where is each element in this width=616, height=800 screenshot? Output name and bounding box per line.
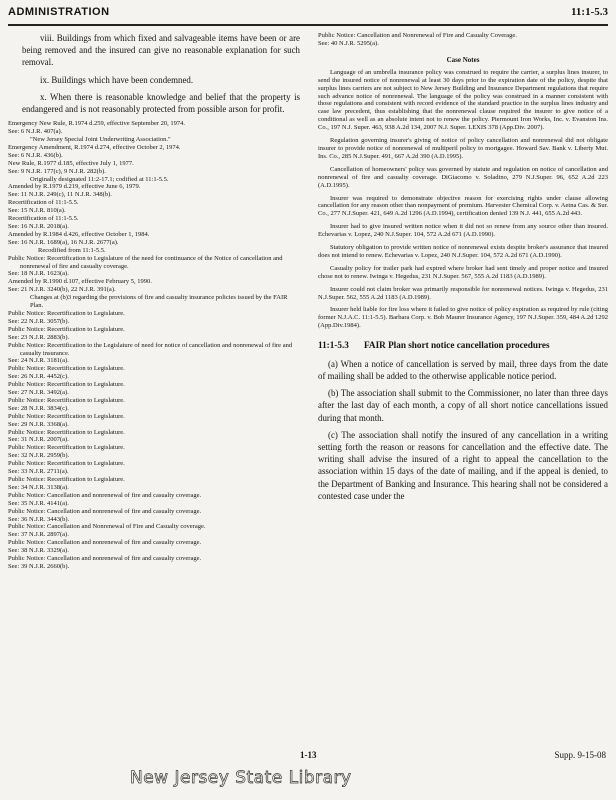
history-entry: See: 16 N.J.R. 2018(a). — [8, 223, 69, 230]
history-entry: See: 16 N.J.R. 1689(a), 16 N.J.R. 2677(a). — [8, 238, 119, 246]
case-notes-heading: Case Notes — [446, 55, 480, 64]
history-entry: Public Notice: Cancellation and nonrenewal of fire and casualty coverage. — [8, 555, 202, 563]
history-entry: Changes at (b)3 regarding the provisions of fire and casualty insurance policies issued by the FAIR Plan. — [30, 294, 288, 310]
history-entry: See: 33 N.J.R. 2711(a). — [8, 468, 69, 476]
history-entry: Public Notice: Cancellation and Nonrenewal of Fire and Casualty coverage. — [8, 523, 206, 531]
case-note: Insurer was required to demonstrate objective reason for exercising rights under clause allowing cancellation for any reason other than nonpayment of premium. Harvester Chemical Corp. v. Aetna Cas. & Sur. Co., 277 N.J.Super. 421, 649 A.2d 1296 (A.D.1994), certification denied 139 N.J. 441, 655 A.2d 443. — [318, 194, 608, 218]
case-note: Insurer had to give insured written notice when it did not so renew from any source other than insured. Echevarias v. Lopez, 240 N.J.Super. 104, 572 A.2d 671 (A.D.1990). — [318, 223, 608, 239]
left-column — [8, 32, 300, 571]
public-notice-line: Public Notice: Cancellation and Nonrenewal of Fire and Casualty Coverage. — [318, 32, 517, 39]
history-entry: See: 36 N.J.R. 3443(b). — [8, 515, 70, 523]
history-entry: See: 11 N.J.R. 249(c), 11 N.J.R. 348(b). — [8, 191, 112, 199]
history-entry: See: 6 N.J.R. 407(a). — [8, 128, 63, 136]
history-entry: Public Notice: Recertification to Legislature of the need for continuance of the Notice of cancellation and nonrenewal of fire and casualty coverage. — [8, 254, 283, 270]
history-entry: See: 21 N.J.R. 3240(b), 22 N.J.R. 391(a). — [8, 286, 116, 294]
history-entry: Public Notice: Recertification to Legislature. — [8, 412, 125, 420]
history-entry: See: 9 N.J.R. 177(c), 9 N.J.R. 282(b). — [8, 167, 106, 175]
section-title: FAIR Plan short notice cancellation procedures — [364, 340, 550, 351]
page-header — [8, 4, 608, 26]
running-head-section: 11:1-5.3 — [571, 6, 608, 18]
history-entry: "New Jersey Special Joint Underwriting Association." — [30, 136, 171, 144]
history-entry: Amended by R.1990 d.107, effective February 5, 1990. — [8, 278, 152, 286]
public-notice-continued — [318, 32, 608, 48]
history-entry: Public Notice: Cancellation and nonrenewal of fire and casualty coverage. — [8, 491, 202, 499]
section-number: 11:1-5.3 — [318, 340, 349, 351]
case-note: Cancellation of homeowners' policy was governed by statute and regulation on notice of cancellation and nonrenewal of fire and casualty coverage. DiGiacomo v. Soladino, 279 N.J.Super. 96, 652 A.2d 223 (A.D.1995). — [318, 165, 608, 189]
case-note: Insurer held liable for fire loss where it failed to give notice of policy expiration as required by rule (citing former N.J.A.C. 11:1-5.5). Barbara Corp. v. Bob Maurer Insurance Agency, 197 N.J.Super. 359, 484 A.2d 1292 (App.Div.1984). — [318, 306, 608, 330]
history-notes — [8, 120, 300, 571]
history-entry: Public Notice: Cancellation and nonrenewal of fire and casualty coverage. — [8, 539, 202, 547]
case-note: Casualty policy for trailer park had expired where broker had sent timely and proper notice and insured chose not to renew. Iwinga v. Hegedus, 231 N.J.Super. 567, 555 A.2d 1183 (A.D.1989). — [318, 264, 608, 280]
history-entry: Emergency Amendment, R.1974 d.274, effective October 2, 1974. — [8, 143, 181, 151]
running-head-title: ADMINISTRATION — [8, 6, 110, 18]
case-note: Insurer could not claim broker was primarily responsible for nonrenewal notices. Iwinga v. Hegedus, 231 N.J.Super. 562, 555 A.2d 1183 (A.D.1989). — [318, 285, 608, 301]
history-entry: New Rule, R.1977 d.185, effective July 1, 1977. — [8, 159, 134, 167]
history-entry: See: 34 N.J.R. 3138(a). — [8, 483, 69, 491]
list-item-x: x. When there is reasonable knowledge and belief that the property is endangered and is not reasonably protected from possible arson for profit. — [22, 91, 300, 115]
history-entry: See: 39 N.J.R. 2660(b). — [8, 562, 70, 570]
history-entry: See: 24 N.J.R. 3181(a). — [8, 357, 69, 365]
library-watermark: New Jersey State Library — [130, 768, 352, 788]
case-notes — [318, 69, 608, 330]
history-entry: Public Notice: Recertification to Legislature. — [8, 460, 125, 468]
history-entry: See: 31 N.J.R. 2007(a). — [8, 436, 69, 444]
section-para-c: (c) The association shall notify the insured of any cancellation in a writing setting forth the reason or reasons for cancellation and the effective date. The writing shall advise the insured of a right to appeal the cancellation to the association within 15 days of the date of mailing, and if the appeal is denied, to the Department of Banking and Insurance. This hearing shall not be considered a contested case under the — [318, 429, 608, 501]
history-entry: Public Notice: Recertification to Legislature. — [8, 381, 125, 389]
history-entry: Recertification of 11:1-5.5. — [8, 215, 79, 223]
history-entry: Public Notice: Recertification to Legislature. — [8, 365, 125, 373]
history-entry: See: 22 N.J.R. 3057(b). — [8, 317, 70, 325]
history-entry: Public Notice: Recertification to Legislature. — [8, 309, 125, 317]
history-entry: Amended by R.1979 d.219, effective June 6, 1979. — [8, 183, 141, 191]
history-entry: Public Notice: Recertification to the Legislature of need for notice of cancellation and nonrenewal of fire and casualty insurance. — [8, 341, 293, 357]
history-entry: See: 37 N.J.R. 2897(a). — [8, 531, 69, 539]
history-entry: See: 29 N.J.R. 3368(a). — [8, 420, 69, 428]
history-entry: Emergency New Rule, R.1974 d.259, effective September 20, 1974. — [8, 120, 186, 128]
section-heading — [318, 340, 608, 352]
history-entry: See: 15 N.J.R. 810(a). — [8, 207, 66, 215]
section-para-b: (b) The association shall submit to the Commissioner, no later than three days after the last day of each month, a copy of all short notice cancellations issued during that month. — [318, 388, 608, 423]
history-entry: See: 27 N.J.R. 3492(a). — [8, 389, 69, 397]
history-entry: See: 35 N.J.R. 4141(a). — [8, 499, 69, 507]
history-entry: See: 28 N.J.R. 3834(c). — [8, 404, 69, 412]
history-entry: See: 32 N.J.R. 2959(b). — [8, 452, 70, 460]
right-column — [318, 32, 608, 507]
history-entry: See: 23 N.J.R. 2883(b). — [8, 333, 70, 341]
history-entry: See: 38 N.J.R. 3329(a). — [8, 547, 69, 555]
history-entry: Public Notice: Recertification to Legislature. — [8, 476, 125, 483]
list-item-ix: ix. Buildings which have been condemned. — [40, 74, 194, 85]
history-entry: Recertification of 11:1-5.5. — [8, 199, 79, 207]
case-note: Language of an umbrella insurance policy was construed to require the carrier, a surplus lines insurer, to send the insured notice of nonrenewal at least 30 days prior to the expiration date of the policy, despite that surplus lines carriers are not subject to New Jersey Building and Insurance Department regulations that require such advance notice of nonrenewal. The language of the policy was construed in a manner consistent with those regulations and consistent with record evidence of the standard practice in the surplus lines industry and case law precedent, thus establishing that the nonrenewal clause required the insurer to give notice of a conditional as well as an absolute intent not to renew the policy. Piermount Iron Works, Inc. v. Evanston Ins. Co., 197 N.J. Super. 463, 938 A.2d 134, 2007 N.J. Super. LEXIS 378 (App.Div. 2007). — [318, 68, 608, 132]
history-entry: Amended by R.1984 d.426, effective October 1, 1984. — [8, 230, 150, 238]
supplement-date: Supp. 9-15-08 — [554, 750, 606, 760]
history-entry: See: 6 N.J.R. 436(b). — [8, 151, 63, 159]
history-entry: See: 18 N.J.R. 1623(a). — [8, 270, 69, 278]
case-note: Statutory obligation to provide written notice of nonrenewal exists despite broker's assurance that insured does not intend to renew. Echevarias v. Lopez, 240 N.J.Super. 104, 572 A.2d 671 (A.D.1990). — [318, 244, 608, 259]
history-entry: Public Notice: Cancellation and nonrenewal of fire and casualty coverage. — [8, 507, 202, 515]
history-entry: See: 26 N.J.R. 4452(c). — [8, 373, 69, 381]
section-para-a: (a) When a notice of cancellation is served by mail, three days from the date of mailing shall be added to the otherwise applicable notice period. — [318, 358, 608, 381]
history-entry: Public Notice: Recertification to Legislature. — [8, 325, 125, 333]
case-note: Regulation governing insurer's giving of notice of policy cancellation and nonrenewal did not obligate insurer to provide notice of nonrenewal of multiperil policy to mortgagee. Howard Sav. Bank v. Liberty Mut. Ins. Co., 285 N.J.Super. 491, 667 A.2d 390 (A.D.1995). — [318, 137, 608, 160]
history-entry: Public Notice: Recertification to Legislature. — [8, 444, 125, 452]
history-entry: Public Notice: Recertification to Legislature. — [8, 396, 125, 404]
history-entry: Originally designated 11:2-17.1; codified at 11:1-5.5. — [30, 175, 169, 183]
history-entry: Public Notice: Recertification to Legislature. — [8, 428, 125, 436]
page-number: 1-13 — [300, 750, 317, 760]
list-item-viii: viii. Buildings from which fixed and salvageable items have been or are being removed and the insured can give no reasonable explanation for such removal. — [22, 33, 300, 68]
history-entry: Recodified from 11:1-5.5. — [38, 246, 106, 254]
public-notice-citation: See: 40 N.J.R. 5295(a). — [318, 39, 379, 47]
